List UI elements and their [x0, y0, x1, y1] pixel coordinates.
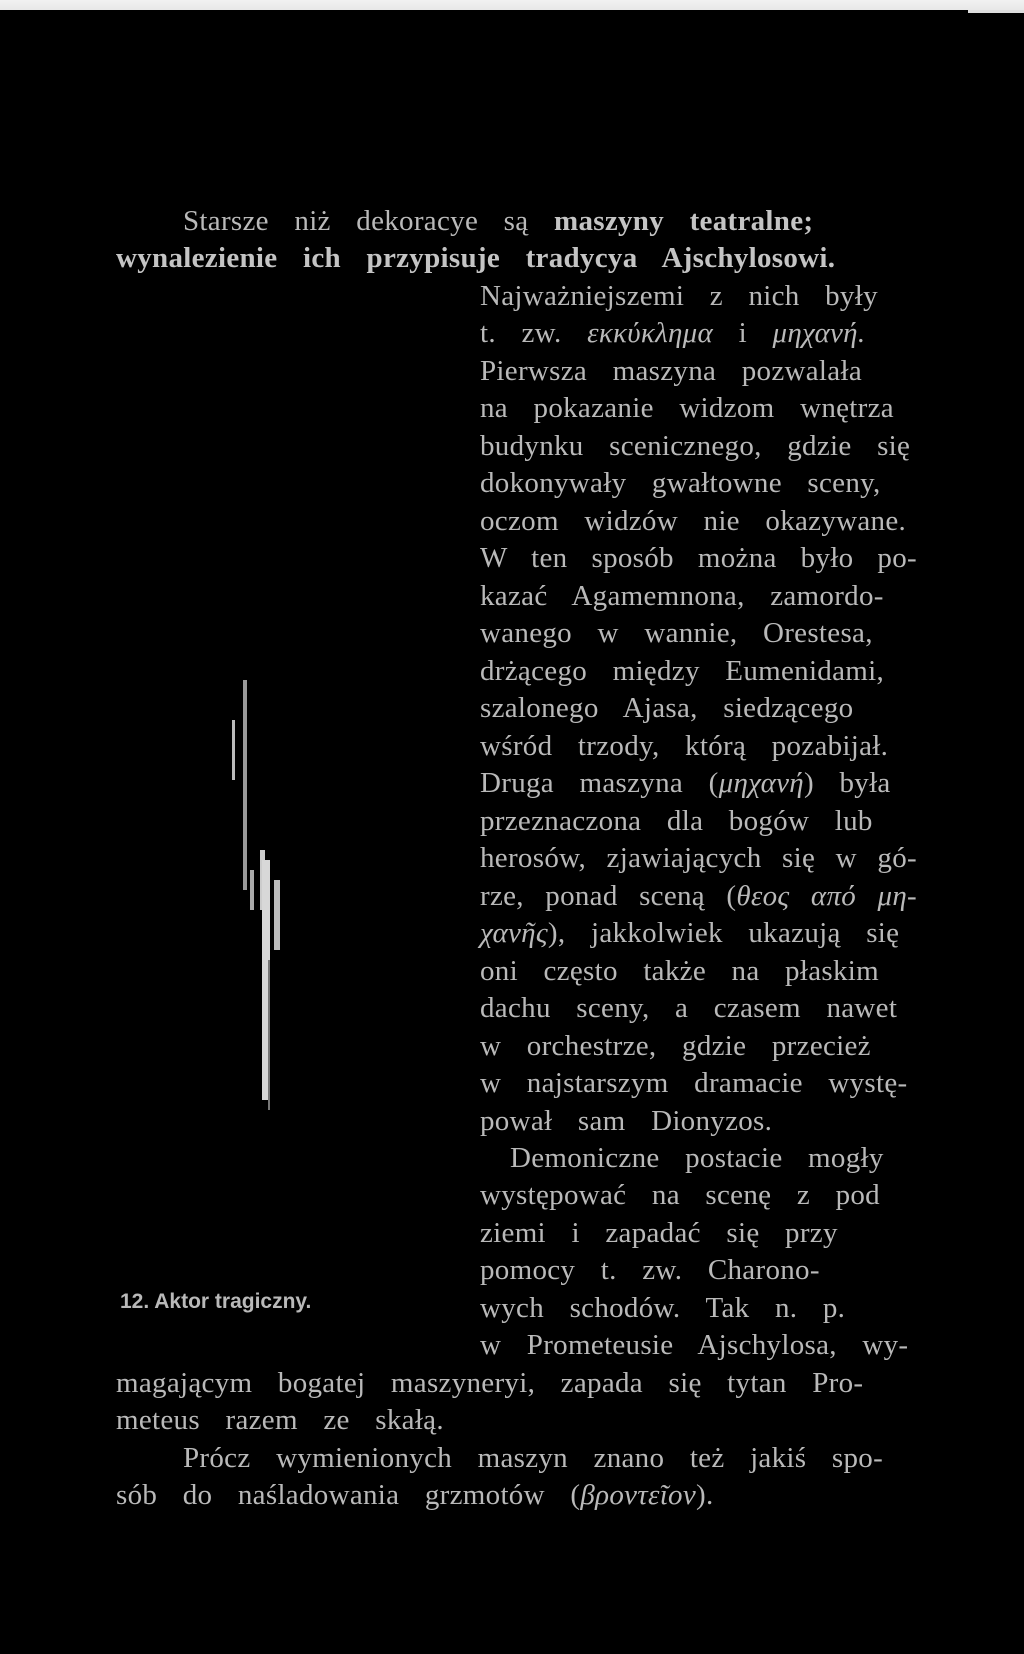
text-line — [480, 315, 865, 352]
text-line — [480, 990, 897, 1027]
bold-text: maszyny teatralne; — [553, 205, 814, 237]
text-line — [480, 615, 873, 652]
text-line — [480, 803, 873, 840]
text-segment: oni często także na płaskim — [480, 955, 879, 987]
bold-text: wynalezienie ich przypisuje tradycya Ajschylosowi. — [116, 242, 836, 274]
text-line — [480, 1065, 907, 1102]
text-line — [480, 503, 906, 540]
text-segment: budynku scenicznego, gdzie się — [480, 430, 911, 462]
text-line — [116, 1402, 444, 1439]
text-segment: Starsze niż dekoracye są — [183, 205, 554, 237]
text-line — [480, 1177, 880, 1214]
page-top-edge-mark — [968, 10, 1024, 13]
figure-illustration-remnant — [210, 680, 330, 1200]
text-line — [480, 390, 894, 427]
text-line — [116, 240, 835, 277]
text-segment: w najstarszym dramacie wystę- — [480, 1067, 908, 1099]
text-line — [480, 1290, 845, 1327]
greek-term: μηχανή — [718, 767, 804, 799]
greek-term: βροντεῖον — [580, 1479, 697, 1511]
text-segment: szalonego Ajasa, siedzącego — [480, 692, 854, 724]
text-segment: dokonywały gwałtowne sceny, — [480, 467, 881, 499]
text-line — [480, 278, 878, 315]
text-line — [480, 1252, 820, 1289]
text-segment: w orchestrze, gdzie przecież — [480, 1030, 871, 1062]
text-line — [480, 428, 910, 465]
page-top-edge — [0, 0, 1024, 10]
text-segment: Demoniczne postacie mogły — [510, 1142, 884, 1174]
greek-term: μηχανή. — [772, 317, 866, 349]
text-segment: ) była — [803, 767, 891, 799]
text-segment: meteus razem ze skałą. — [116, 1404, 444, 1436]
text-segment: występować na scenę z pod — [480, 1179, 880, 1211]
text-segment: przeznaczona dla bogów lub — [480, 805, 873, 837]
text-segment: dachu sceny, a czasem nawet — [480, 992, 898, 1024]
greek-term: χανῆς — [480, 917, 548, 949]
text-line — [480, 1327, 908, 1364]
text-segment: Druga maszyna ( — [480, 767, 719, 799]
text-segment: oczom widzów nie okazywane. — [480, 505, 907, 537]
text-line — [480, 1103, 772, 1140]
text-line — [480, 953, 879, 990]
text-segment: pował sam Dionyzos. — [480, 1105, 773, 1137]
text-segment: herosów, zjawiających się w gó- — [480, 842, 917, 874]
text-segment: i — [713, 317, 773, 349]
text-segment: rze, ponad sceną ( — [480, 880, 737, 912]
text-line — [510, 1140, 884, 1177]
text-line — [116, 1365, 863, 1402]
text-line — [183, 203, 813, 240]
greek-term: εκκύκλημα — [587, 317, 714, 349]
text-line — [480, 653, 884, 690]
text-segment: Pierwsza maszyna pozwalała — [480, 355, 862, 387]
text-segment: kazać Agamemnona, zamordo- — [480, 580, 884, 612]
text-line — [480, 690, 853, 727]
text-line — [480, 578, 884, 615]
text-line — [116, 1477, 714, 1514]
text-segment: t. zw. — [480, 317, 588, 349]
text-line — [183, 1440, 883, 1477]
text-line — [480, 540, 917, 577]
text-line — [480, 465, 881, 502]
greek-term: θεος από μη- — [736, 880, 917, 912]
text-line — [480, 840, 917, 877]
text-segment: pomocy t. zw. Charono- — [480, 1254, 820, 1286]
text-segment: drżącego między Eumenidami, — [480, 655, 885, 687]
text-line — [480, 353, 862, 390]
text-line — [480, 878, 917, 915]
text-segment: Prócz wymienionych maszyn znano też jakiś spo- — [183, 1442, 884, 1474]
text-segment: W ten sposób można było po- — [480, 542, 917, 574]
text-segment: ), jakkolwiek ukazują się — [547, 917, 900, 949]
figure-caption: 12. Aktor tragiczny. — [120, 1290, 312, 1313]
text-segment: w Prometeusie Ajschylosa, wy- — [480, 1329, 909, 1361]
text-line — [480, 728, 888, 765]
text-segment: ziemi i zapadać się przy — [480, 1217, 838, 1249]
text-line — [480, 1215, 838, 1252]
text-segment: wanego w wannie, Orestesa, — [480, 617, 873, 649]
text-line — [480, 765, 891, 802]
text-segment: wśród trzody, którą pozabijał. — [480, 730, 889, 762]
text-line — [480, 915, 899, 952]
text-segment: wych schodów. Tak n. p. — [480, 1292, 846, 1324]
text-line — [480, 1028, 871, 1065]
text-segment: magającym bogatej maszyneryi, zapada się tytan Pro- — [116, 1367, 864, 1399]
text-segment: sób do naśladowania grzmotów ( — [116, 1479, 581, 1511]
text-segment: Najważniejszemi z nich były — [480, 280, 878, 312]
text-segment: ). — [696, 1479, 714, 1511]
text-segment: na pokazanie widzom wnętrza — [480, 392, 894, 424]
